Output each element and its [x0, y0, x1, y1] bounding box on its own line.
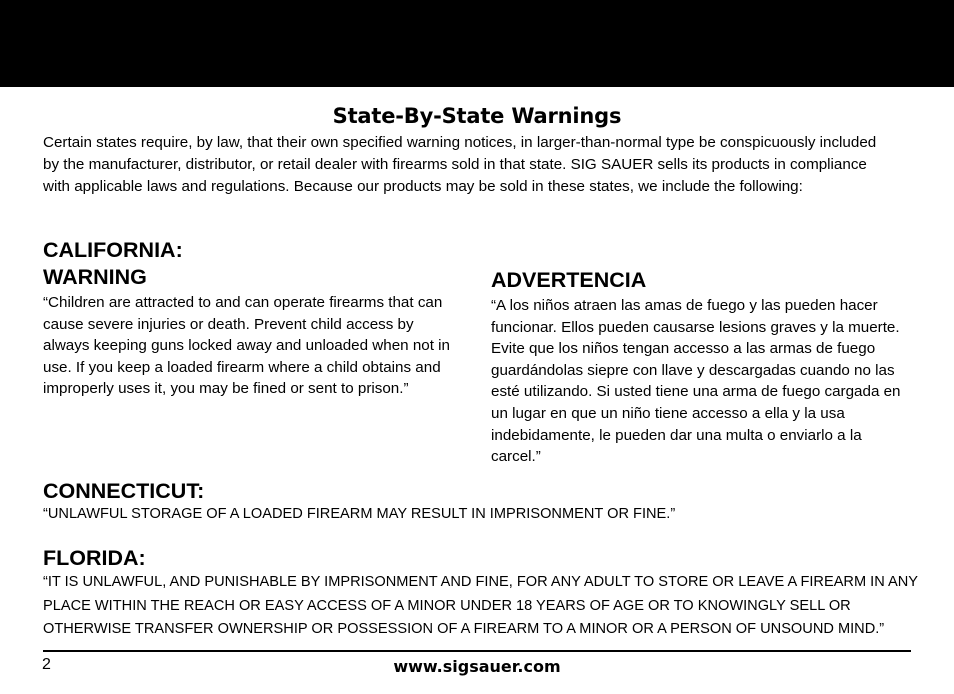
florida-heading: FLORIDA: — [43, 546, 146, 570]
california-warning-text: “Children are attracted to and can operate firearms that can cause severe injuries or death. Prevent child access by always keeping guns locked away and unloaded when not in use. If you keep a loaded firearm where a child obtains and improperly uses it, you may be fined or sent to prison.” — [43, 294, 450, 398]
footer-url[interactable]: www.sigsauer.com — [393, 657, 561, 676]
california-advertencia-text: “A los niños atraen las amas de fuego y las pueden hacer funcionar. Ellos pueden causarse lesions graves y la muerte. Evite que los niños tengan accesso a las armas de fuego guardándolas siepre con llave y descargadas cuando no las esté utilizando. Si usted tiene una arma de fuego cargada en un lugar en que un niño tiene accesso a ella y la usa indebidamente, le pueden dar una multa o enviarlo a la carcel.” — [491, 297, 901, 466]
footer-divider — [43, 650, 911, 652]
connecticut-text: “UNLAWFUL STORAGE OF A LOADED FIREARM MAY RESULT IN IMPRISONMENT OR FINE.” — [43, 506, 676, 522]
header-black-bar — [0, 0, 954, 87]
page-title: State-By-State Warnings — [332, 104, 622, 128]
california-heading: CALIFORNIA: — [43, 238, 183, 262]
florida-text: “IT IS UNLAWFUL, AND PUNISHABLE BY IMPRISONMENT AND FINE, FOR ANY ADULT TO STORE OR LEAVE A FIREARM IN ANY PLACE WITHIN THE REACH OR EASY ACCESS OF A MINOR UNDER 18 YEARS OF AGE OR TO KNOWINGLY SELL OR OTHERWISE TRANSFER OWNERSHIP OR POSSESSION OF A FIREARM TO A MINOR OR A PERSON OF UNSOUND MIND.” — [43, 574, 918, 637]
intro-paragraph: Certain states require, by law, that their own specified warning notices, in larger-than-normal type be conspicuously included by the manufacturer, distributor, or retail dealer with firearms sold in that state. SIG SAUER sells its products in compliance with applicable laws and regulations. Because our products may be sold in these states, we include the following: — [43, 134, 877, 195]
warning-heading: WARNING — [43, 265, 147, 289]
page-number: 2 — [42, 656, 51, 673]
advertencia-heading: ADVERTENCIA — [491, 268, 647, 292]
connecticut-heading: CONNECTICUT: — [43, 479, 205, 503]
